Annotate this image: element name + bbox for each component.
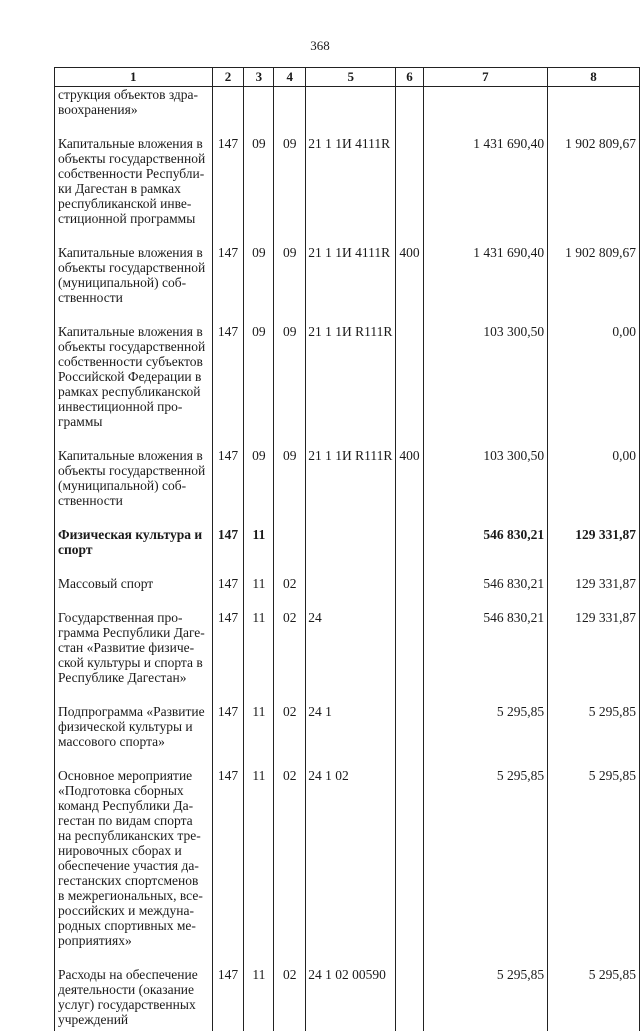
- cell-expense-type: [396, 701, 423, 765]
- cell-admin-code: 147: [212, 765, 244, 964]
- table-row: [55, 607, 640, 701]
- cell-amount-year2: 0,00: [548, 445, 640, 524]
- page-number: 368: [310, 38, 330, 53]
- cell-amount-year1: 5 295,85: [423, 765, 547, 964]
- cell-subsection: 02: [274, 607, 306, 701]
- cell-name: Капитальные вложения в объекты государственной (муниципальной) соб- ственности: [55, 445, 213, 524]
- cell-subsection: 02: [274, 765, 306, 964]
- cell-target-article: 24 1 02: [306, 765, 396, 964]
- cell-subsection: 09: [274, 133, 306, 242]
- cell-expense-type: 400: [396, 242, 423, 321]
- cell-section: 09: [244, 242, 274, 321]
- cell-amount-year1: 546 830,21: [423, 573, 547, 607]
- cell-name: Основное мероприятие «Подготовка сборных команд Республики Да- гестан по видам спорта на республиканских тре- нировочных сборах и обеспечение участия да- гестанских спортсменов в межрегиональных, все- российских и междуна- родных спортивных ме- роприятиях»: [55, 765, 213, 964]
- cell-amount-year1: 5 295,85: [423, 964, 547, 1031]
- cell-section: 11: [244, 765, 274, 964]
- cell-amount-year1: 1 431 690,40: [423, 242, 547, 321]
- cell-amount-year2: 129 331,87: [548, 573, 640, 607]
- cell-section: 11: [244, 607, 274, 701]
- cell-name: струкция объектов здра- воохранения»: [55, 87, 213, 134]
- cell-amount-year2: 129 331,87: [548, 607, 640, 701]
- budget-table: [54, 67, 640, 1031]
- cell-amount-year1: 5 295,85: [423, 701, 547, 765]
- column-header: 7: [423, 68, 547, 87]
- table-row: [55, 964, 640, 1031]
- cell-section: 11: [244, 524, 274, 573]
- table-row: [55, 701, 640, 765]
- cell-name: Физическая культура и спорт: [55, 524, 213, 573]
- cell-amount-year2: 0,00: [548, 321, 640, 445]
- cell-amount-year2: 5 295,85: [548, 964, 640, 1031]
- cell-name: Капитальные вложения в объекты государственной собственности Республи- ки Дагестан в рамках республиканской инве- стиционной программы: [55, 133, 213, 242]
- cell-admin-code: 147: [212, 524, 244, 573]
- cell-target-article: 24 1: [306, 701, 396, 765]
- column-header: 1: [55, 68, 213, 87]
- cell-expense-type: 400: [396, 445, 423, 524]
- cell-amount-year2: 5 295,85: [548, 701, 640, 765]
- cell-amount-year2: [548, 87, 640, 134]
- column-header: 4: [274, 68, 306, 87]
- cell-admin-code: 147: [212, 242, 244, 321]
- cell-name: Подпрограмма «Развитие физической культуры и массового спорта»: [55, 701, 213, 765]
- cell-name: Капитальные вложения в объекты государственной (муниципальной) соб- ственности: [55, 242, 213, 321]
- cell-expense-type: [396, 607, 423, 701]
- cell-target-article: 21 1 1И R111R: [306, 445, 396, 524]
- cell-expense-type: [396, 133, 423, 242]
- cell-section: 11: [244, 964, 274, 1031]
- cell-subsection: 09: [274, 321, 306, 445]
- cell-admin-code: 147: [212, 133, 244, 242]
- cell-target-article: 21 1 1И 4111R: [306, 133, 396, 242]
- table-row: [55, 765, 640, 964]
- cell-subsection: [274, 524, 306, 573]
- table-row: [55, 524, 640, 573]
- cell-section: 09: [244, 133, 274, 242]
- table-row: [55, 321, 640, 445]
- cell-amount-year2: 1 902 809,67: [548, 242, 640, 321]
- cell-target-article: 21 1 1И 4111R: [306, 242, 396, 321]
- cell-section: 09: [244, 445, 274, 524]
- cell-admin-code: [212, 87, 244, 134]
- cell-subsection: [274, 87, 306, 134]
- cell-section: 11: [244, 701, 274, 765]
- cell-section: 09: [244, 321, 274, 445]
- cell-admin-code: 147: [212, 607, 244, 701]
- cell-section: 11: [244, 573, 274, 607]
- header-row: [55, 68, 640, 87]
- column-header: 6: [396, 68, 423, 87]
- table-row: [55, 573, 640, 607]
- cell-expense-type: [396, 321, 423, 445]
- cell-admin-code: 147: [212, 445, 244, 524]
- cell-target-article: [306, 573, 396, 607]
- column-header: 2: [212, 68, 244, 87]
- cell-amount-year1: 103 300,50: [423, 445, 547, 524]
- cell-admin-code: 147: [212, 701, 244, 765]
- cell-subsection: 02: [274, 573, 306, 607]
- cell-subsection: 09: [274, 242, 306, 321]
- cell-target-article: 24 1 02 00590: [306, 964, 396, 1031]
- cell-subsection: 09: [274, 445, 306, 524]
- cell-amount-year2: 129 331,87: [548, 524, 640, 573]
- column-header: 5: [306, 68, 396, 87]
- cell-amount-year1: [423, 87, 547, 134]
- cell-admin-code: 147: [212, 573, 244, 607]
- table-row: [55, 87, 640, 134]
- cell-expense-type: [396, 765, 423, 964]
- cell-amount-year1: 1 431 690,40: [423, 133, 547, 242]
- table-row: [55, 445, 640, 524]
- cell-admin-code: 147: [212, 964, 244, 1031]
- cell-name: Расходы на обеспечение деятельности (оказание услуг) государственных учреждений: [55, 964, 213, 1031]
- cell-name: Государственная про- грамма Республики Даге- стан «Развитие физиче- ской культуры и спорта в Республике Дагестан»: [55, 607, 213, 701]
- cell-subsection: 02: [274, 964, 306, 1031]
- column-header: 3: [244, 68, 274, 87]
- cell-section: [244, 87, 274, 134]
- cell-expense-type: [396, 524, 423, 573]
- column-header: 8: [548, 68, 640, 87]
- cell-expense-type: [396, 964, 423, 1031]
- cell-name: Капитальные вложения в объекты государственной собственности субъектов Российской Федерации в рамках республиканской инвестиционной про- граммы: [55, 321, 213, 445]
- cell-expense-type: [396, 573, 423, 607]
- table-row: [55, 242, 640, 321]
- cell-amount-year2: 5 295,85: [548, 765, 640, 964]
- cell-expense-type: [396, 87, 423, 134]
- cell-amount-year1: 103 300,50: [423, 321, 547, 445]
- cell-amount-year2: 1 902 809,67: [548, 133, 640, 242]
- cell-target-article: [306, 524, 396, 573]
- cell-amount-year1: 546 830,21: [423, 607, 547, 701]
- cell-target-article: 21 1 1И R111R: [306, 321, 396, 445]
- cell-target-article: 24: [306, 607, 396, 701]
- cell-name: Массовый спорт: [55, 573, 213, 607]
- table-row: [55, 133, 640, 242]
- cell-admin-code: 147: [212, 321, 244, 445]
- cell-target-article: [306, 87, 396, 134]
- cell-subsection: 02: [274, 701, 306, 765]
- cell-amount-year1: 546 830,21: [423, 524, 547, 573]
